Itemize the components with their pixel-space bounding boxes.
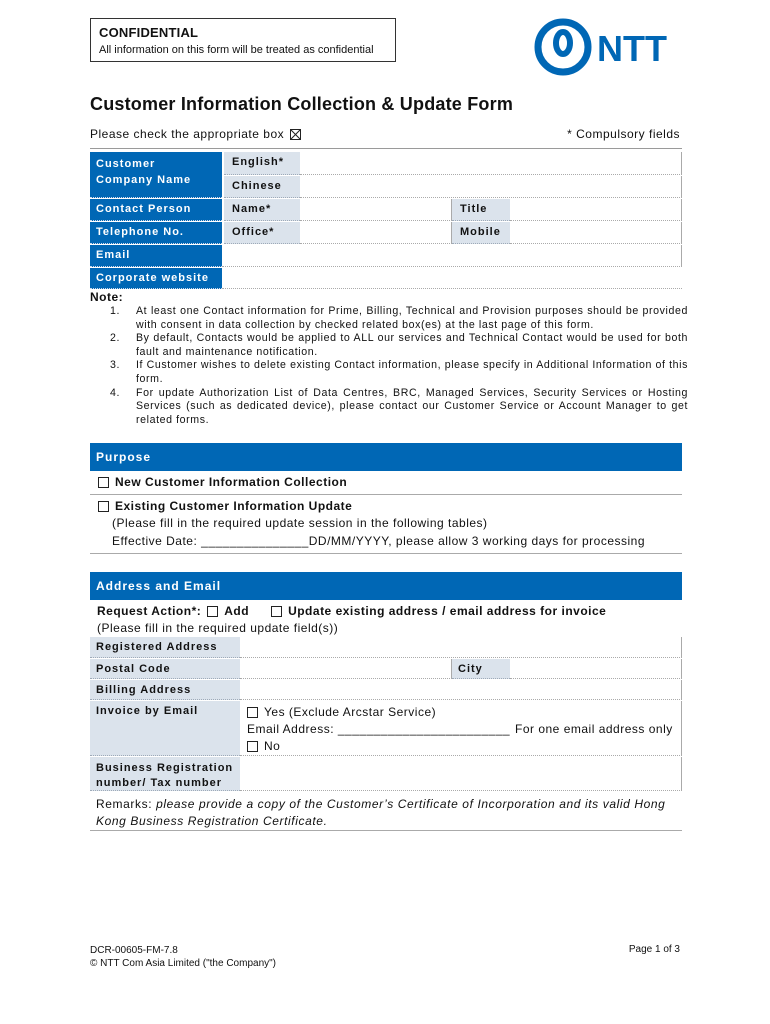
note-text: If Customer wishes to delete existing Contact information, please specify in Additional Information of this form.: [136, 359, 688, 385]
list-item: [110, 359, 688, 386]
add-option-label: Add: [224, 604, 250, 618]
list-item: [110, 305, 688, 332]
copyright: © NTT Com Asia Limited ("the Company"): [90, 958, 277, 969]
note-number: 1.: [110, 305, 121, 317]
update-hint: (Please fill in the required update session in the following tables): [112, 516, 488, 530]
list-item: [110, 387, 688, 428]
page-title: Customer Information Collection & Update Form: [90, 94, 514, 114]
name-label: Name*: [224, 199, 300, 221]
remarks-text: please provide a copy of the Customer’s Certificate of Incorporation and its valid Hong Kong Business Registration Certificate.: [96, 797, 666, 828]
ntt-logo-mark-icon: [538, 22, 588, 72]
checkbox-icon[interactable]: [98, 477, 109, 488]
check-hint: [90, 127, 301, 141]
company-name-label: Customer Company Name: [90, 152, 222, 198]
contact-title-field[interactable]: [510, 199, 682, 221]
add-checkbox-icon[interactable]: [207, 606, 218, 617]
request-action-label: Request Action*:: [97, 604, 202, 618]
website-field[interactable]: [222, 268, 682, 289]
fill-hint: (Please fill in the required update field(s)): [97, 621, 339, 635]
mobile-label: Mobile: [452, 222, 510, 244]
one-email-note: For one email address only: [515, 722, 673, 736]
checked-box-icon: [290, 129, 301, 140]
new-customer-label: New Customer Information Collection: [115, 475, 348, 489]
office-phone-field[interactable]: [300, 222, 452, 244]
invoice-email-address[interactable]: Email Address: ________________________: [247, 722, 511, 736]
city-field[interactable]: [510, 659, 682, 679]
company-name-english-field[interactable]: [300, 152, 682, 175]
address-header: Address and Email: [90, 572, 682, 600]
note-text: By default, Contacts would be applied to ALL our services and Technical Contact would be used for both fault and maintenance notification.: [136, 332, 688, 358]
billing-address-field[interactable]: [240, 680, 682, 700]
check-hint-text: Please check the appropriate box: [90, 127, 285, 141]
doc-code: DCR-00605-FM-7.8: [90, 945, 178, 956]
ntt-logo: [530, 16, 690, 78]
registered-address-label: Registered Address: [90, 637, 240, 658]
email-label: Email: [90, 245, 222, 267]
contact-name-field[interactable]: [300, 199, 452, 221]
update-option-label: Update existing address / email address for invoice: [288, 604, 607, 618]
list-item: [110, 332, 688, 359]
chinese-label: Chinese: [224, 176, 300, 198]
office-label: Office*: [224, 222, 300, 244]
invoice-yes-label: Yes (Exclude Arcstar Service): [264, 705, 437, 719]
registered-address-field[interactable]: [240, 637, 682, 658]
compulsory-note: * Compulsory fields: [567, 127, 680, 141]
brn-label: Business Registration number/ Tax number: [90, 757, 240, 791]
note-number: 4.: [110, 386, 121, 399]
email-field[interactable]: [222, 245, 682, 267]
invoice-yes-option[interactable]: [247, 705, 436, 719]
divider: [90, 553, 682, 554]
existing-update-label: Existing Customer Information Update: [115, 499, 353, 513]
purpose-header: Purpose: [90, 443, 682, 471]
brn-field[interactable]: [240, 757, 682, 791]
invoice-email-label: Invoice by Email: [90, 701, 240, 756]
invoice-no-label: No: [264, 739, 281, 753]
invoice-no-option[interactable]: [247, 739, 280, 753]
confidential-text: All information on this form will be treated as confidential: [99, 44, 374, 56]
mobile-phone-field[interactable]: [510, 222, 682, 244]
notes-list: [110, 305, 688, 427]
checkbox-icon[interactable]: [98, 501, 109, 512]
note-number: 3.: [110, 359, 121, 372]
effective-date[interactable]: Effective Date: _______________DD/MM/YYYY, please allow 3 working days for processing: [112, 534, 646, 548]
postal-code-label: Postal Code: [90, 659, 240, 679]
ntt-logo-text: NTT: [597, 28, 667, 69]
divider: [90, 148, 682, 149]
remarks: [96, 796, 682, 830]
existing-update-option[interactable]: [98, 499, 352, 513]
note-title: Note:: [90, 290, 124, 304]
checkbox-icon[interactable]: [247, 741, 258, 752]
page-number: Page 1 of 3: [628, 944, 680, 955]
website-label: Corporate website: [90, 268, 222, 289]
note-text: At least one Contact information for Prime, Billing, Technical and Provision purposes should be provided with consent in data collection by checked related box(es) at the last page of this form.: [136, 305, 688, 331]
request-action-row: [97, 604, 606, 618]
telephone-label: Telephone No.: [90, 222, 222, 244]
update-checkbox-icon[interactable]: [271, 606, 282, 617]
contact-person-label: Contact Person: [90, 199, 222, 221]
divider: [90, 494, 682, 495]
divider: [90, 830, 682, 831]
city-label: City: [452, 659, 510, 679]
billing-address-label: Billing Address: [90, 680, 240, 700]
checkbox-icon[interactable]: [247, 707, 258, 718]
footer-left: [90, 944, 276, 970]
title-label: Title: [452, 199, 510, 221]
confidential-box: [90, 18, 396, 62]
confidential-title: CONFIDENTIAL: [99, 25, 199, 40]
company-name-chinese-field[interactable]: [300, 176, 682, 198]
postal-code-field[interactable]: [240, 659, 452, 679]
note-text: For update Authorization List of Data Centres, BRC, Managed Services, Security Services or Hosting Services (such as dedicated device), please contact our Customer Service or Account Manager to get related forms.: [136, 386, 688, 426]
note-number: 2.: [110, 332, 121, 345]
new-customer-option[interactable]: [98, 475, 347, 489]
english-label: English*: [224, 152, 300, 175]
remarks-label: Remarks:: [96, 797, 153, 811]
